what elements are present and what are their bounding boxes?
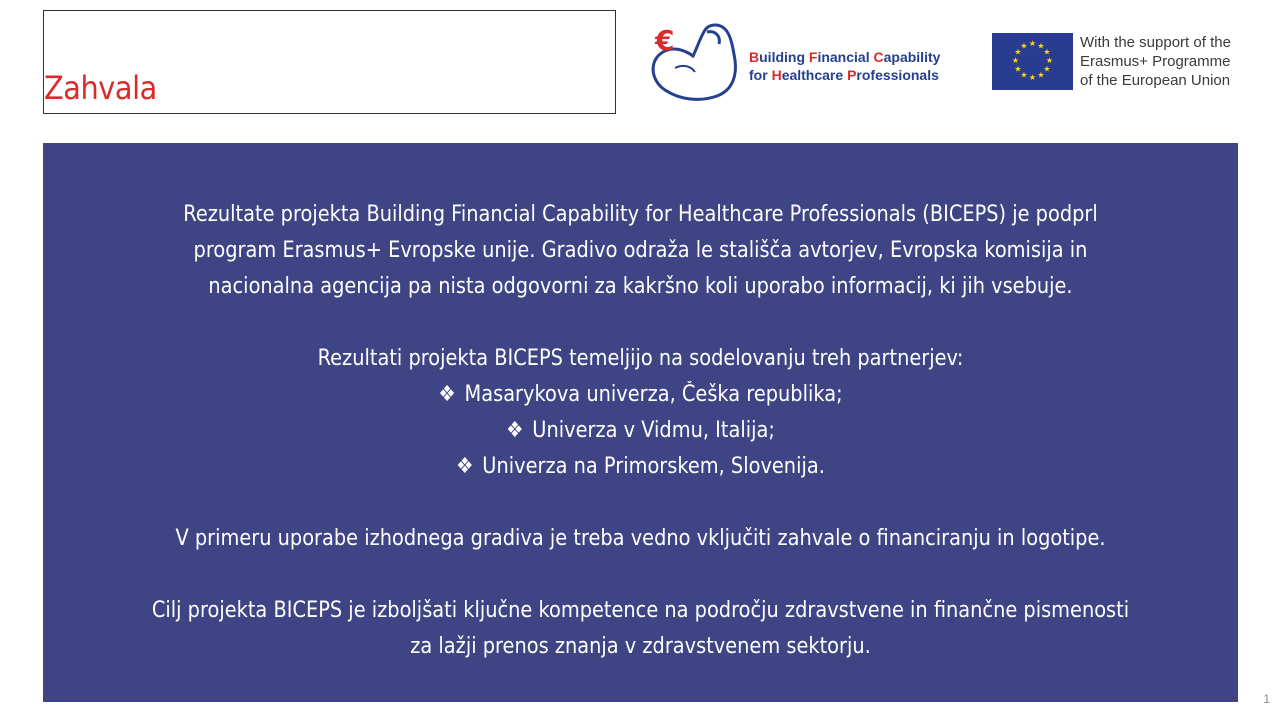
eu-support-text: [1080, 33, 1262, 90]
eu-support-block: [992, 33, 1262, 93]
euro-symbol: €: [655, 24, 675, 57]
eu-line-3: of the European Union: [1080, 72, 1231, 89]
para4-line-2: za lažji prenos znanja v zdravstvenem sektorju.: [410, 634, 871, 659]
partner-item: ❖ Univerza na Primorskem, Slovenija.: [456, 454, 825, 479]
eu-flag-icon: [992, 33, 1073, 90]
svg-text:★: ★: [1043, 47, 1051, 57]
diamond-bullet-icon: ❖: [438, 382, 456, 407]
svg-text:★: ★: [1028, 39, 1037, 48]
biceps-logo: [645, 20, 955, 104]
acknowledgement-panel: [43, 143, 1238, 702]
partner-item: ❖ Univerza v Vidmu, Italija;: [506, 418, 775, 443]
svg-text:★: ★: [1037, 41, 1045, 51]
page-number: 1: [1263, 692, 1270, 706]
para3: V primeru uporabe izhodnega gradiva je treba vedno vključiti zahvale o financiranju in logotipe.: [175, 526, 1106, 551]
svg-text:★: ★: [1037, 70, 1045, 80]
para4-line-1: Cilj projekta BICEPS je izboljšati ključne kompetence na področju zdravstvene in finančne pismenosti: [151, 598, 1130, 623]
logo-text: [749, 48, 940, 84]
diamond-bullet-icon: ❖: [456, 454, 474, 479]
slide-title: Zahvala: [44, 69, 157, 107]
para1-line-1: Rezultate projekta Building Financial Capability for Healthcare Professionals (BICEPS) je podprl: [183, 202, 1098, 227]
eu-line-1: With the support of the: [1080, 34, 1231, 51]
svg-text:★: ★: [1020, 41, 1028, 51]
para1-line-2: program Erasmus+ Evropske unije. Gradivo odraža le stališča avtorjev, Evropska komisija in: [193, 238, 1088, 263]
eu-line-2: Erasmus+ Programme: [1080, 53, 1231, 70]
svg-text:★: ★: [1014, 47, 1022, 57]
diamond-bullet-icon: ❖: [506, 418, 524, 443]
para1-line-3: nacionalna agencija pa nista odgovorni za kakršno koli uporabo informacij, ki jih vsebuje.: [208, 274, 1073, 299]
svg-text:★: ★: [1028, 73, 1037, 82]
svg-text:★: ★: [1011, 56, 1020, 65]
partners-intro: Rezultati projekta BICEPS temeljijo na sodelovanju treh partnerjev:: [317, 346, 964, 371]
svg-text:★: ★: [1043, 64, 1051, 74]
flexed-arm-icon: [645, 20, 745, 104]
svg-text:★: ★: [1014, 64, 1022, 74]
svg-text:★: ★: [1020, 70, 1028, 80]
partner-item: ❖ Masarykova univerza, Češka republika;: [438, 382, 843, 407]
logo-line-2: for Healthcare Professionals: [749, 67, 939, 83]
title-box[interactable]: [43, 10, 616, 114]
svg-text:★: ★: [1045, 56, 1054, 65]
logo-line-1: Building Financial Capability: [749, 49, 941, 65]
